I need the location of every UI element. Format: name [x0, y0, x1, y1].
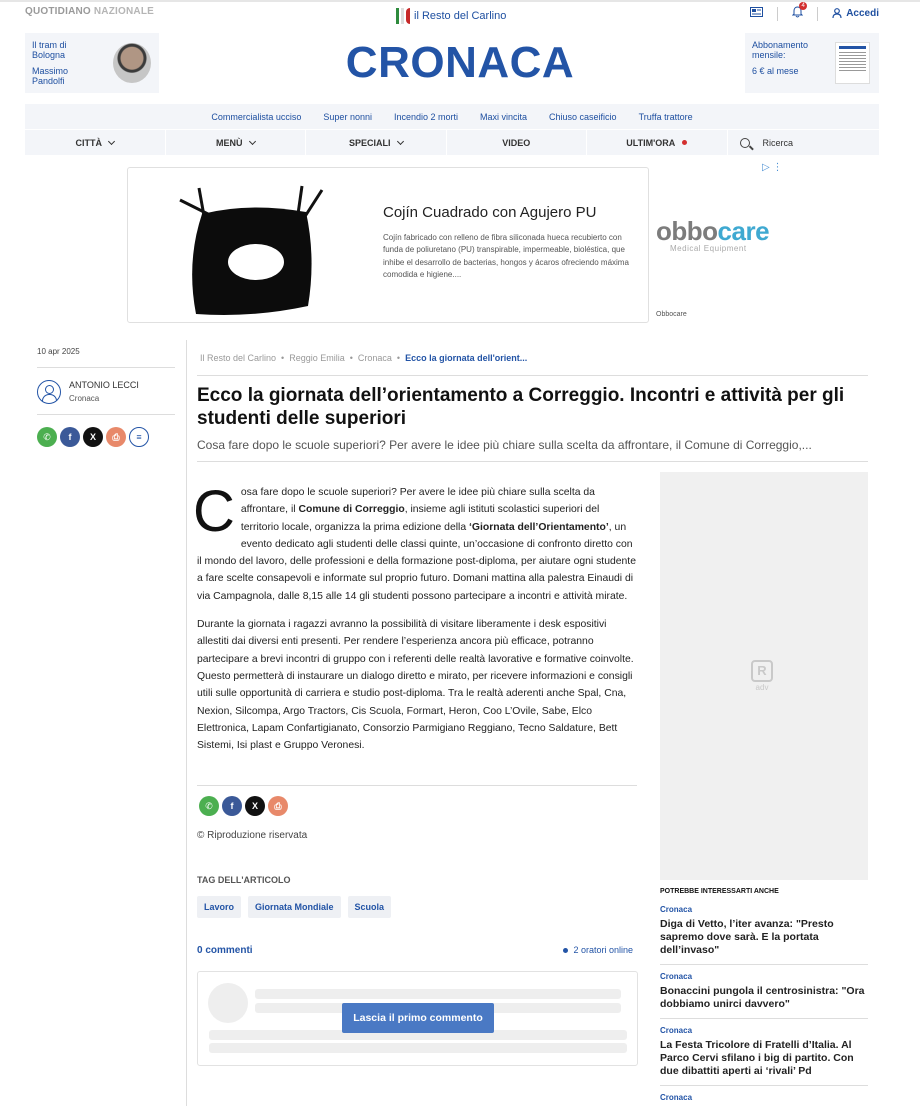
- trending-link[interactable]: Commercialista ucciso: [211, 111, 302, 122]
- comment-box: [197, 971, 638, 1066]
- avatar-placeholder: [208, 983, 248, 1023]
- copyright-notice: © Riproduzione riservata: [197, 830, 308, 841]
- resto-del-carlino-logo[interactable]: il Resto del Carlino: [396, 8, 506, 24]
- chevron-down-icon: [248, 137, 255, 144]
- article-date: 10 apr 2025: [37, 341, 175, 368]
- ad-brand-logo[interactable]: obbocare: [656, 216, 770, 246]
- divider: [197, 461, 868, 462]
- article-subtitle: Cosa fare dopo le scuole superiori? Per avere le idee più chiare sulla scelta da affrontare, il Comune di Correggio,...: [197, 438, 812, 452]
- article-headline: Ecco la giornata dell’orientamento a Correggio. Incontri e attività per gli studenti delle superiori: [197, 385, 845, 429]
- facebook-icon[interactable]: f: [222, 796, 242, 816]
- breadcrumb-current: Ecco la giornata dell'orient...: [405, 353, 528, 363]
- article-meta: [37, 341, 175, 447]
- sidebar-ad-slot: [660, 472, 868, 880]
- chevron-down-icon: [108, 137, 115, 144]
- related-category: Cronaca: [660, 1093, 693, 1102]
- related-item[interactable]: [660, 972, 868, 1019]
- search-icon: [740, 138, 750, 148]
- trending-link[interactable]: Maxi vincita: [480, 111, 528, 122]
- comment-icon[interactable]: ≡: [129, 427, 149, 447]
- login-button[interactable]: Accedi: [832, 8, 879, 19]
- tag-chip[interactable]: Lavoro: [197, 896, 241, 918]
- article-body: [193, 479, 637, 765]
- related-item[interactable]: [660, 1093, 868, 1106]
- section-title[interactable]: CRONACA: [345, 38, 575, 87]
- nav-citta[interactable]: CITTÀ: [25, 130, 166, 155]
- skeleton-line: [209, 1043, 627, 1053]
- share-buttons: [37, 415, 175, 447]
- adv-placeholder-icon: R adv: [751, 660, 773, 692]
- print-icon[interactable]: ⎙: [268, 796, 288, 816]
- author-name: ANTONIO LECCI: [69, 380, 139, 390]
- user-icon: [832, 8, 842, 19]
- share-buttons-bottom: [199, 796, 288, 816]
- column-title: Il tram di Bologna: [32, 40, 67, 60]
- author-icon: [37, 380, 61, 404]
- related-title: Bonaccini pungola il centrosinistra: "Ora dobbiamo unirci davvero": [660, 985, 865, 1010]
- newspaper-thumbnail: [835, 42, 870, 84]
- separator: [777, 7, 778, 21]
- skeleton-line: [255, 989, 621, 999]
- newspaper-icon[interactable]: [750, 7, 763, 20]
- related-item[interactable]: [660, 1026, 868, 1086]
- search-input[interactable]: Ricerca: [728, 130, 880, 155]
- subscription-box[interactable]: [745, 33, 879, 93]
- article-paragraph: Cosa fare dopo le scuole superiori? Per avere le idee più chiare sulla scelta da affrontare, il Comune di Correggio, insieme agli istituti scolastici superiori del territorio locale, organizza la prima edizione della ‘Giornata dell’Orientamento’, un evento dedicato agli studenti delle classi quinte, un’occasione di confronto diretto con il mondo del lavoro, delle professioni e della formazione post-diploma, per aiutare ogni studente a fare scelte consapevoli e informate sul proprio futuro. Domani mattina alla palestra Einaudi di via Campagnola, dalle 8,15 alle 14 gli studenti possono partecipare a incontri e attività mirate.: [193, 479, 636, 602]
- related-list: [660, 905, 868, 1106]
- whatsapp-icon[interactable]: ✆: [37, 427, 57, 447]
- brand-flag-icon: [396, 8, 410, 24]
- article-paragraph: Durante la giornata i ragazzi avranno la possibilità di visitare liberamente i desk espositivi allestiti dai diversi enti presenti. Per rendere l’esperienza ancora più efficace, potranno partecipare a brevi incontri di gruppo con i referenti delle realtà lavorative e formative coinvolte. Questo permetterà di instaurare un dialogo diretto e mirato, per ricevere informazioni e consigli utili sulle opportunità di carriera e studio post-diploma. Tra le realtà aderenti anche Spal, Cna, Nexion, Silcompa, Argo Tractors, Cis Scuola, Formart, Heron, Coo L’Ovile, Sabe, Elco Elettronica, Lapam Confartigianato, Consorzio Parmigiano Reggiano, Tecno Saldature, Bett Sistemi, Isi plast e Gruppo Veronesi.: [197, 619, 634, 752]
- related-heading: POTREBBE INTERESSARTI ANCHE: [660, 888, 779, 895]
- author-block[interactable]: [37, 368, 175, 415]
- related-category: Cronaca: [660, 905, 693, 914]
- top-actions: [750, 3, 879, 21]
- related-title: La Festa Tricolore di Fratelli d’Italia. Al Parco Cervi sfilano i big di partito. Con due dibattiti aperti ai ‘rivali’ Pd: [660, 1039, 854, 1077]
- related-category: Cronaca: [660, 972, 693, 981]
- divider: [197, 785, 637, 786]
- ad-choices-icon[interactable]: ▷ ⋮: [762, 162, 783, 173]
- ad-description: Cojín fabricado con relleno de fibra siliconada hueca recubierto con funda de poliuretano (PU) transpirable, impermeable, bioléstica, que inhibe el desarrollo de bacterias, hongos y ácaros ofreciendo máxima comodida e higiene....: [383, 233, 629, 279]
- tag-list: [197, 896, 391, 918]
- entity-link: Comune di Correggio: [298, 504, 405, 516]
- separator: [817, 7, 818, 21]
- main-nav: [25, 130, 879, 155]
- live-dot-icon: [682, 140, 687, 145]
- bell-icon[interactable]: [792, 3, 805, 21]
- ad-brand-tagline: Medical Equipment: [670, 244, 747, 253]
- nav-ultimora[interactable]: ULTIM'ORA: [587, 130, 728, 155]
- nav-menu[interactable]: MENÙ: [166, 130, 307, 155]
- trending-link[interactable]: Super nonni: [323, 111, 372, 122]
- notification-badge: 4: [799, 2, 807, 10]
- tag-chip[interactable]: Giornata Mondiale: [248, 896, 341, 918]
- trending-link[interactable]: Truffa trattore: [638, 111, 693, 122]
- print-icon[interactable]: ⎙: [106, 427, 126, 447]
- tags-label: TAG DELL'ARTICOLO: [197, 875, 291, 885]
- column-author: Massimo Pandolfi: [32, 66, 69, 86]
- related-title: Diga di Vetto, l’iter avanza: "Presto sapremo dove sarà. E la portata dell’invaso": [660, 918, 834, 956]
- ad-title: Cojín Cuadrado con Agujero PU: [383, 204, 597, 221]
- related-category: Cronaca: [660, 1026, 693, 1035]
- comments-count[interactable]: 0 commenti: [197, 945, 253, 956]
- subscription-title: Abbonamento mensile:: [752, 40, 809, 60]
- tag-chip[interactable]: Scuola: [348, 896, 392, 918]
- top-bar: [0, 0, 920, 28]
- subscription-price: 6 € al mese: [752, 66, 799, 76]
- trending-link[interactable]: Incendio 2 morti: [393, 111, 459, 122]
- facebook-icon[interactable]: f: [60, 427, 80, 447]
- breadcrumb-item[interactable]: Cronaca: [357, 353, 392, 363]
- cushion-product-image: [174, 178, 324, 318]
- breadcrumb: Il Resto del Carlino • Reggio Emilia • Cronaca • Ecco la giornata dell'orient...: [200, 353, 528, 363]
- author-section: Cronaca: [69, 394, 100, 403]
- qn-logo[interactable]: QUOTIDIANO NAZIONALE: [25, 6, 155, 17]
- x-icon[interactable]: X: [245, 796, 265, 816]
- nav-speciali[interactable]: SPECIALI: [306, 130, 447, 155]
- breadcrumb-item[interactable]: Il Resto del Carlino: [200, 353, 277, 363]
- nav-video[interactable]: VIDEO: [447, 130, 588, 155]
- ad-advertiser[interactable]: Obbocare: [656, 311, 687, 318]
- chevron-down-icon: [396, 137, 403, 144]
- breadcrumb-item[interactable]: Reggio Emilia: [289, 353, 345, 363]
- advertisement[interactable]: [127, 167, 649, 323]
- x-icon[interactable]: X: [83, 427, 103, 447]
- column-divider: [186, 340, 187, 1106]
- online-indicator: 2 oratori online: [563, 945, 633, 955]
- trending-link[interactable]: Chiuso caseificio: [549, 111, 617, 122]
- related-item[interactable]: [660, 905, 868, 965]
- dropcap: C: [193, 479, 235, 544]
- trending-bar: [25, 104, 879, 129]
- divider: [197, 375, 868, 376]
- whatsapp-icon[interactable]: ✆: [199, 796, 219, 816]
- online-dot-icon: [563, 948, 568, 953]
- first-comment-button[interactable]: Lascia il primo commento: [342, 1003, 494, 1033]
